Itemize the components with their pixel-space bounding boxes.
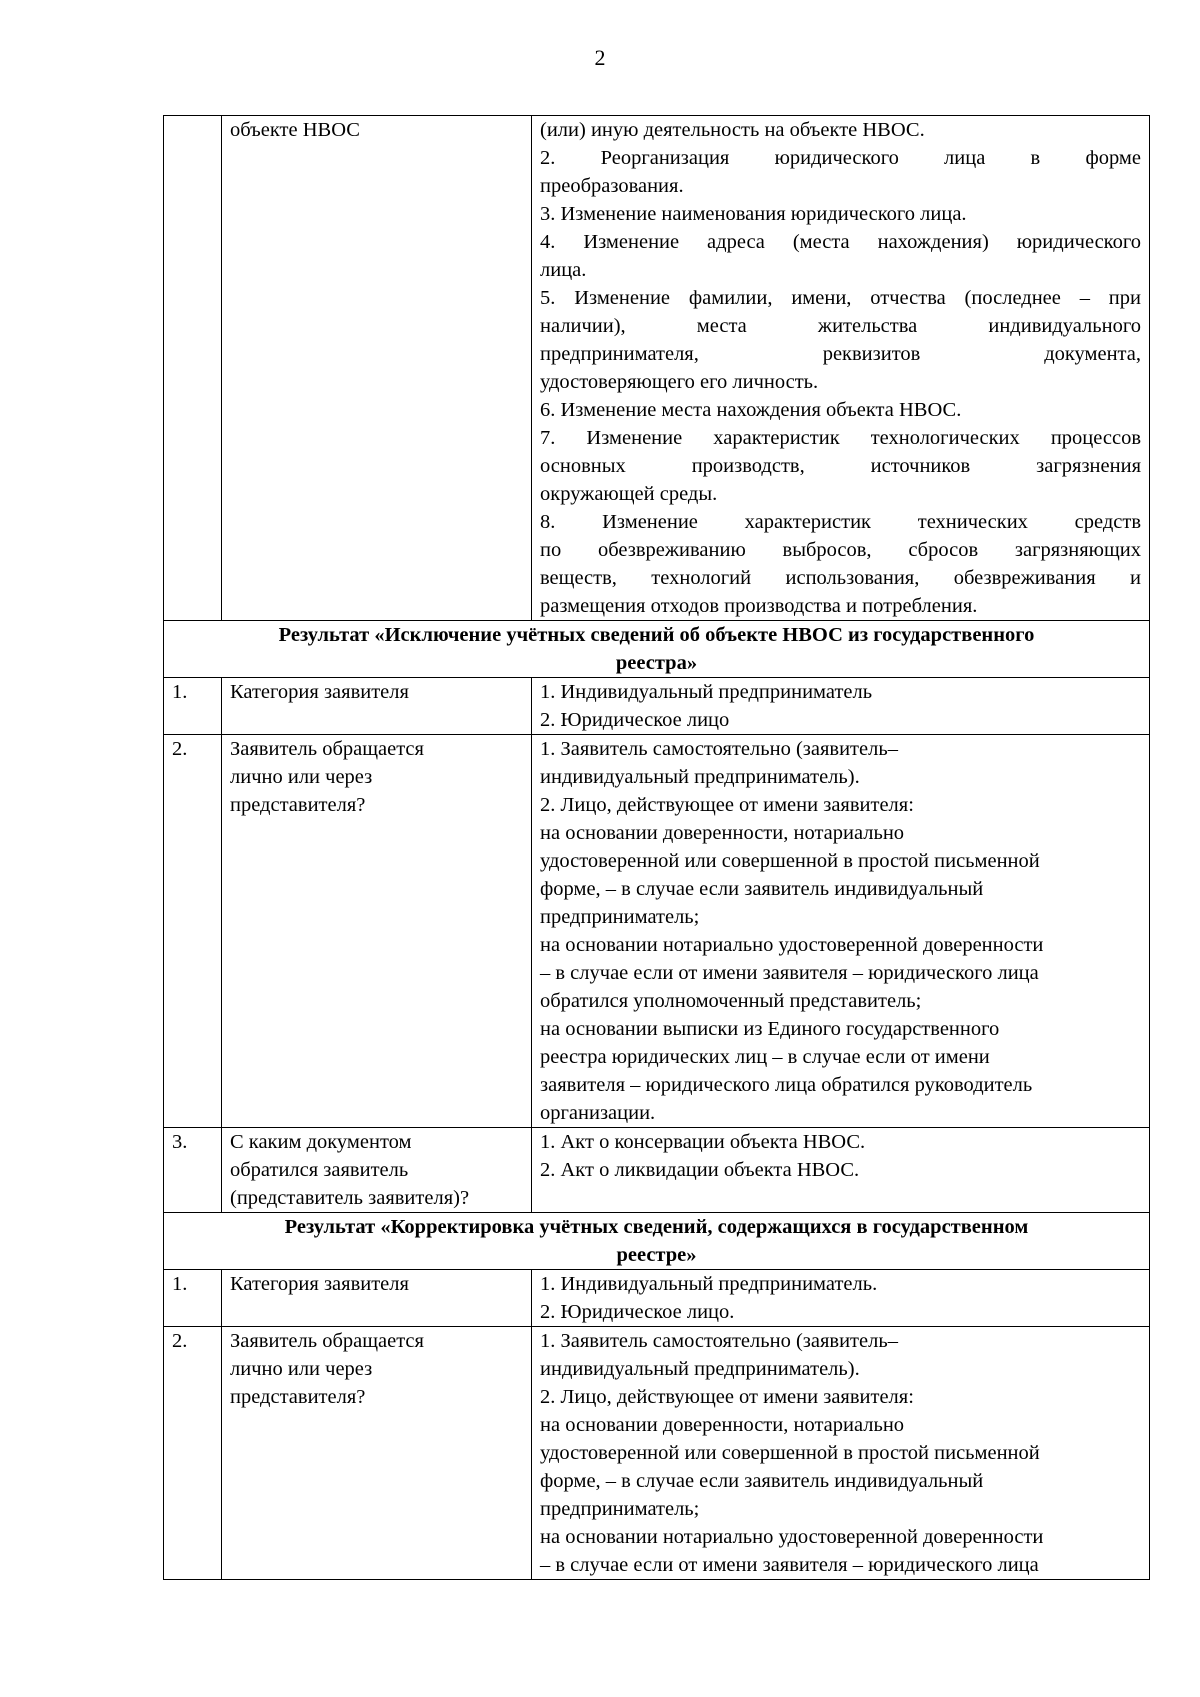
section-heading-line: реестре»: [616, 1244, 697, 1266]
row-label-line: лично или через: [230, 1358, 373, 1380]
row-number: 2.: [164, 1327, 222, 1580]
row-label-cell: [222, 735, 532, 1128]
continuation-line: по обезвреживанию выбросов, сбросов загрязняющих: [540, 539, 1141, 561]
section-heading-line: реестра»: [615, 652, 698, 674]
row-value-cell: [532, 678, 1150, 735]
row-label-line: С каким документом: [230, 1131, 412, 1153]
row-label-line: лично или через: [230, 766, 373, 788]
continuation-line: 2. Реорганизация юридического лица в форме: [540, 147, 1141, 169]
row-value-cell: [532, 1128, 1150, 1213]
row-value-cell: [532, 735, 1150, 1128]
table-row: [164, 1327, 1150, 1580]
row-label-cell: [222, 678, 532, 735]
row-value-line: – в случае если от имени заявителя – юридического лица: [540, 1554, 1039, 1576]
table-row: [164, 1270, 1150, 1327]
row-value-line: форме, – в случае если заявитель индивидуальный: [540, 878, 984, 900]
row-value-line: 2. Юридическое лицо: [540, 709, 730, 731]
row-value-line: на основании нотариально удостоверенной доверенности: [540, 1526, 1044, 1548]
continuation-line: лица.: [540, 259, 587, 281]
continuation-line: 3. Изменение наименования юридического лица.: [540, 203, 967, 225]
row-value-line: реестра юридических лиц – в случае если от имени: [540, 1046, 990, 1068]
row-number: 1.: [164, 678, 222, 735]
continuation-line: 6. Изменение места нахождения объекта НВОС.: [540, 399, 962, 421]
row-value-line: удостоверенной или совершенной в простой письменной: [540, 850, 1040, 872]
row-label-line: представителя?: [230, 794, 366, 816]
row-value-line: 1. Акт о консервации объекта НВОС.: [540, 1131, 866, 1153]
continuation-line: удостоверяющего его личность.: [540, 371, 819, 393]
row-number: 1.: [164, 1270, 222, 1327]
row-label-line: Заявитель обращается: [230, 738, 424, 760]
continuation-line: наличии), места жительства индивидуального: [540, 315, 1141, 337]
row-value-line: удостоверенной или совершенной в простой письменной: [540, 1442, 1040, 1464]
row-value-line: на основании нотариально удостоверенной доверенности: [540, 934, 1044, 956]
continuation-line: 7. Изменение характеристик технологических процессов: [540, 427, 1141, 449]
row-value-line: на основании доверенности, нотариально: [540, 822, 905, 844]
continuation-line: окружающей среды.: [540, 483, 718, 505]
section-heading-exclusion: [164, 621, 1150, 678]
row-value-line: предприниматель;: [540, 906, 700, 928]
row-label-line: Заявитель обращается: [230, 1330, 424, 1352]
row-value-line: 1. Индивидуальный предприниматель.: [540, 1273, 878, 1295]
row-value-line: предприниматель;: [540, 1498, 700, 1520]
row-label-line: Категория заявителя: [230, 1273, 409, 1295]
continuation-line: веществ, технологий использования, обезвреживания и: [540, 567, 1141, 589]
row-label-line: обратился заявитель: [230, 1159, 409, 1181]
row-value-line: 1. Индивидуальный предприниматель: [540, 681, 873, 703]
row-value-line: на основании выписки из Единого государственного: [540, 1018, 1000, 1040]
section-heading-line: Результат «Корректировка учётных сведений, содержащихся в государственном: [284, 1216, 1029, 1238]
row-value-line: 2. Лицо, действующее от имени заявителя:: [540, 794, 914, 816]
row-label-cell: [222, 1327, 532, 1580]
row-value-line: обратился уполномоченный представитель;: [540, 990, 922, 1012]
criteria-table: [163, 115, 1150, 1580]
row-label-cell: [222, 1270, 532, 1327]
row-value-line: индивидуальный предприниматель).: [540, 766, 860, 788]
continuation-line: размещения отходов производства и потребления.: [540, 595, 978, 617]
table-row: [164, 1128, 1150, 1213]
row-number: 3.: [164, 1128, 222, 1213]
continuation-label: объекте НВОС: [230, 119, 360, 141]
row-label-cell: [222, 1128, 532, 1213]
row-value-line: индивидуальный предприниматель).: [540, 1358, 860, 1380]
continuation-line: 5. Изменение фамилии, имени, отчества (последнее – при: [540, 287, 1141, 309]
row-value-line: 1. Заявитель самостоятельно (заявитель–: [540, 738, 898, 760]
section-heading-row: [164, 1213, 1150, 1270]
continuation-line: преобразования.: [540, 175, 684, 197]
continuation-label-cell: [222, 116, 532, 621]
continuation-row: [164, 116, 1150, 621]
table-row: [164, 678, 1150, 735]
continuation-line: 4. Изменение адреса (места нахождения) юридического: [540, 231, 1141, 253]
row-label-line: представителя?: [230, 1386, 366, 1408]
row-label-line: (представитель заявителя)?: [230, 1187, 470, 1209]
row-value-line: – в случае если от имени заявителя – юридического лица: [540, 962, 1039, 984]
row-label-line: Категория заявителя: [230, 681, 409, 703]
continuation-line: предпринимателя, реквизитов документа,: [540, 343, 1141, 365]
row-value-line: 2. Юридическое лицо.: [540, 1301, 735, 1323]
page-number: 2: [594, 45, 606, 70]
continuation-value-cell: [532, 116, 1150, 621]
row-value-line: 1. Заявитель самостоятельно (заявитель–: [540, 1330, 898, 1352]
row-value-line: заявителя – юридического лица обратился руководитель: [540, 1074, 1033, 1096]
row-value-cell: [532, 1327, 1150, 1580]
continuation-line: (или) иную деятельность на объекте НВОС.: [540, 119, 925, 141]
continuation-line: 8. Изменение характеристик технических средств: [540, 511, 1141, 533]
continuation-number-cell: [164, 116, 222, 621]
continuation-line: основных производств, источников загрязнения: [540, 455, 1141, 477]
row-value-cell: [532, 1270, 1150, 1327]
row-value-line: на основании доверенности, нотариально: [540, 1414, 905, 1436]
row-value-line: форме, – в случае если заявитель индивидуальный: [540, 1470, 984, 1492]
row-value-line: 2. Лицо, действующее от имени заявителя:: [540, 1386, 914, 1408]
section-heading-line: Результат «Исключение учётных сведений об объекте НВОС из государственного: [278, 624, 1035, 646]
row-number: 2.: [164, 735, 222, 1128]
section-heading-correction: [164, 1213, 1150, 1270]
row-value-line: организации.: [540, 1102, 656, 1124]
section-heading-row: [164, 621, 1150, 678]
row-value-line: 2. Акт о ликвидации объекта НВОС.: [540, 1159, 860, 1181]
table-row: [164, 735, 1150, 1128]
